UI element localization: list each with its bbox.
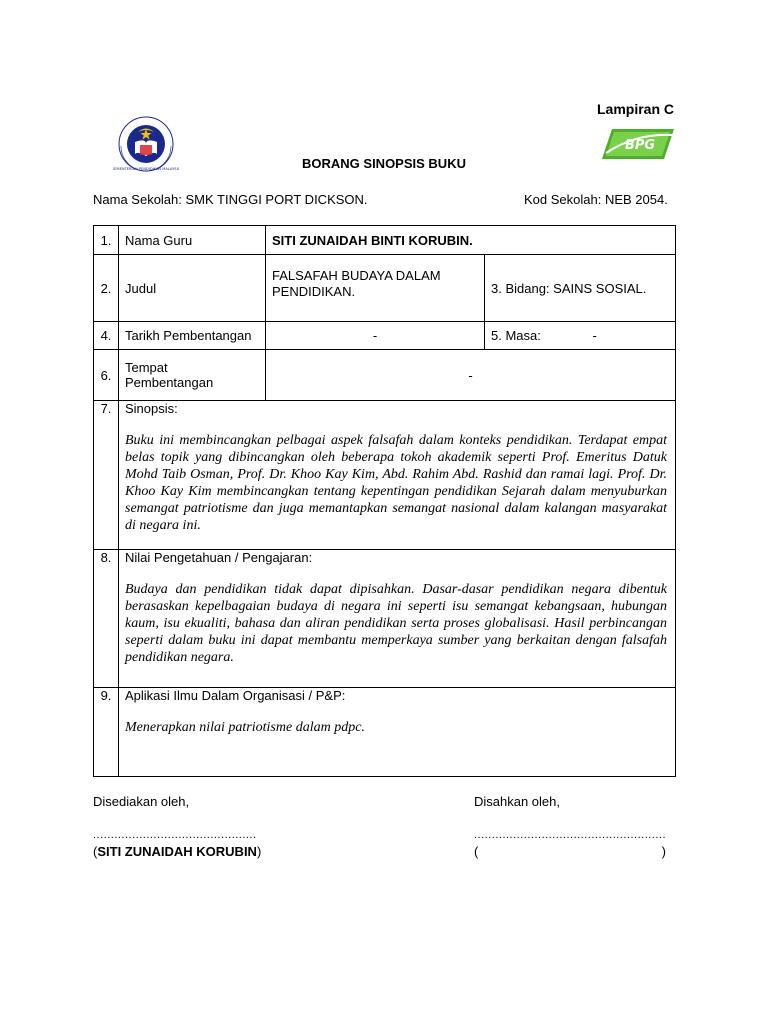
row-label: Judul [119,255,266,322]
form-title: BORANG SINOPSIS BUKU [302,156,466,171]
approver-name-blank [474,844,666,859]
date-value: - [266,322,485,350]
aplikasi-text: Menerapkan nilai patriotisme dalam pdpc. [125,720,365,735]
row-number: 7. [94,401,119,550]
row-label: Nama Guru [119,226,266,255]
row-nama-guru [94,226,676,255]
paren-open: ( [474,844,479,859]
row-number: 2. [94,255,119,322]
preparer-name-text: SITI ZUNAIDAH KORUBIN [97,844,257,859]
synopsis-form-table [93,225,676,777]
signature-line-right: ...................................................... [474,829,667,841]
row-aplikasi [94,688,676,777]
nilai-label: Nilai Pengetahuan / Pengajaran: [125,550,313,565]
sinopsis-cell [119,401,676,550]
masa-label: 5. Masa: [491,328,541,343]
prepared-by-label: Disediakan oleh, [93,794,190,809]
sinopsis-label: Sinopsis: [125,401,178,416]
masa-cell [485,322,676,350]
teacher-name-value: SITI ZUNAIDAH BINTI KORUBIN. [266,226,676,255]
bpg-logo-text: BPG [624,138,656,153]
row-number: 1. [94,226,119,255]
masa-value: - [592,328,597,343]
row-number: 8. [94,550,119,688]
row-tarikh [94,322,676,350]
school-code: Kod Sekolah: NEB 2054. [524,192,668,207]
row-number: 6. [94,350,119,401]
row-label: Tarikh Pembentangan [119,322,266,350]
row-nilai [94,550,676,688]
approved-by-label: Disahkan oleh, [474,794,560,809]
paren-close: ) [661,844,666,859]
row-label: Tempat Pembentangan [119,350,266,401]
row-number: 4. [94,322,119,350]
row-number: 9. [94,688,119,777]
nilai-cell [119,550,676,688]
ministry-logo-text: KEMENTERIAN PENDIDIKAN MALAYSIA [113,167,179,171]
signature-line-left: .............................................. [93,829,257,841]
venue-value: - [266,350,676,401]
aplikasi-cell [119,688,676,777]
sinopsis-text: Buku ini membincangkan pelbagai aspek falsafah dalam konteks pendidikan. Terdapat empat belas topik yang dibincangkan oleh beberapa tokoh akademik seperti Prof. Emeritus Datuk Mohd Taib Osman, Prof. Dr. Khoo Kay Kim, Abd. Rahim Abd. Rashid dan ramai lagi. Prof. Dr. Khoo Kay Kim membincangkan tentang kepentingan pendidikan Sejarah dalam menyuburkan semangat patriotisme dan juga memantapkan semangat nasional dalam kalangan masyarakat di negara ini. [125,433,667,533]
row-tempat [94,350,676,401]
school-name: Nama Sekolah: SMK TINGGI PORT DICKSON. [93,192,368,207]
aplikasi-label: Aplikasi Ilmu Dalam Organisasi / P&P: [125,688,346,703]
row-sinopsis [94,401,676,550]
nilai-text: Budaya dan pendidikan tidak dapat dipisahkan. Dasar-dasar pendidikan negara dibentuk berasaskan kepelbagaian budaya di negara ini seperti isu semangat kebangsaan, hubungan kaum, isu ekualiti, bahasa dan aliran pendidikan serta proses globalisasi. Hasil perbincangan seperti dalam buku ini dapat membantu memperkaya sumber yang berkaitan dengan falsafah pendidikan negara. [125,582,667,665]
book-title-value: FALSAFAH BUDAYA DALAM PENDIDIKAN. [266,255,485,322]
preparer-name: (SITI ZUNAIDAH KORUBIN) [93,844,262,859]
row-judul [94,255,676,322]
bidang-value: 3. Bidang: SAINS SOSIAL. [485,255,676,322]
lampiran-label: Lampiran C [597,101,675,117]
